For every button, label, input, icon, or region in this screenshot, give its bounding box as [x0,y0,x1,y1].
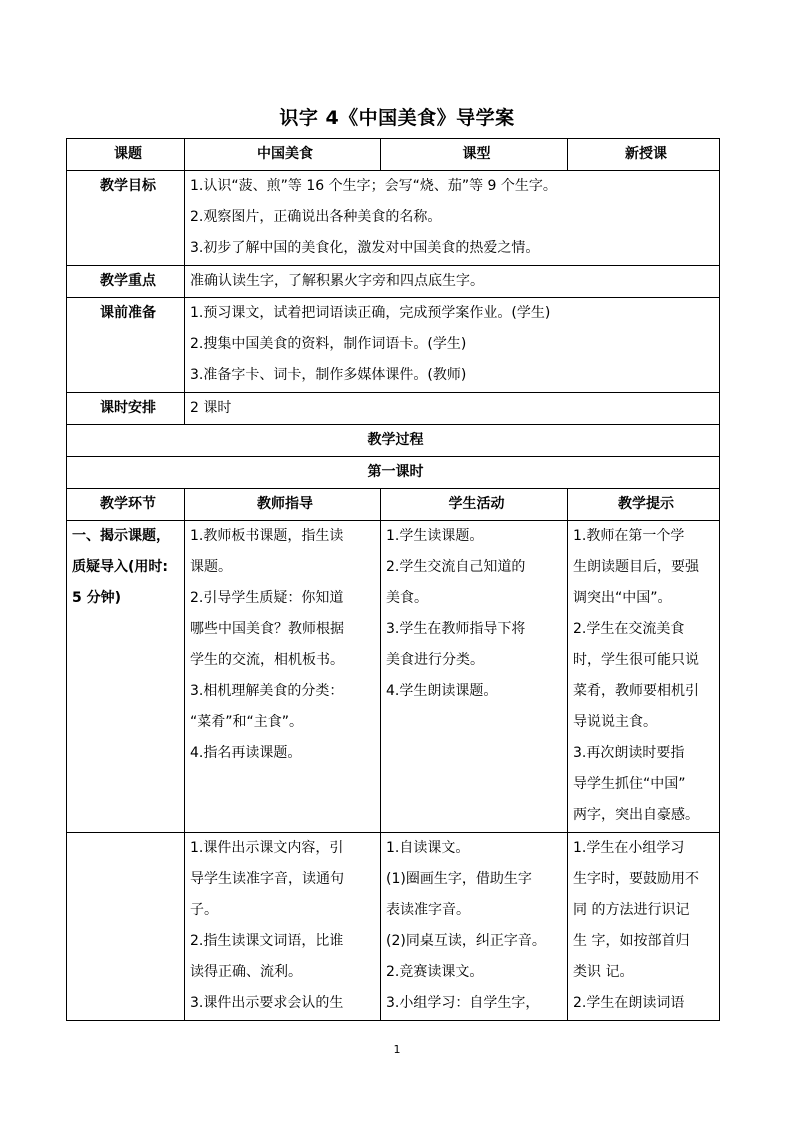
process-header: 教学过程 [67,425,720,457]
stage1-tips-line: 2.学生在交流美食 [573,621,685,637]
stage1-teacher-line: “菜肴”和“主食”。 [190,714,304,730]
stage2-tips-line: 同 的方法进行识记 [573,902,690,918]
stage1-student-line: 2.学生交流自己知道的 [386,559,526,575]
stage2-tips-line: 2.学生在朗读词语 [573,995,685,1011]
stage2-tips-line: 生 字，如按部首归 [573,933,690,949]
page-number: 1 [393,1043,401,1056]
stage2-tips [568,833,720,1021]
process-header-row [67,425,720,457]
stage1-teacher-line: 学生的交流，相机板书。 [190,652,344,668]
stage2-student-line: 1.自读课文。 [386,840,470,856]
stage2-teacher-line: 2.指生读课文词语，比谁 [190,933,344,949]
stage2-student-line: 表读准字音。 [386,902,470,918]
stage1-tips-line: 两字，突出自豪感。 [573,807,699,823]
stage2-teacher-line: 3.课件出示要求会认的生 [190,995,344,1011]
stage2-student-line: 2.竞赛读课文。 [386,964,484,980]
stage1-name-line: 5 分钟) [72,590,122,606]
stage2-student-line: (1)圈画生字，借助生字 [386,871,532,887]
preparation-row [67,298,720,393]
goal-item: 3.初步了解中国的美食化，激发对中国美食的热爱之情。 [190,240,540,256]
stage1-student-line: 4.学生朗读课题。 [386,683,498,699]
column-tips: 教学提示 [568,489,720,521]
schedule-text: 2 课时 [190,400,232,416]
stage1-name-line: 质疑导入(用时: [72,559,168,575]
stage1-tips-line: 时，学生很可能只说 [573,652,699,668]
stage2-tips-line: 类识 记。 [573,964,634,980]
key-points-text [185,266,720,298]
column-student: 学生活动 [381,489,568,521]
stage1-tips-line: 3.再次朗读时要指 [573,745,685,761]
lesson-plan-table [66,138,720,1021]
type-value: 新授课 [568,139,720,171]
stage2-student-line: 3.小组学习：自学生字， [386,995,540,1011]
info-row [67,139,720,171]
schedule-label: 课时安排 [67,393,185,425]
preparation-item: 2.搜集中国美食的资料，制作词语卡。(学生) [190,336,467,352]
stage1-teacher-line: 3.相机理解美食的分类： [190,683,344,699]
type-label: 课型 [381,139,568,171]
goals-content [185,171,720,266]
stage2-student-line: (2)同桌互读，纠正字音。 [386,933,546,949]
stage1-tips-line: 生朗读题目后，要强 [573,559,699,575]
goal-item: 2.观察图片，正确说出各种美食的名称。 [190,209,442,225]
preparation-item: 1.预习课文，试着把词语读正确，完成预学案作业。(学生) [190,305,551,321]
lesson-header-row [67,457,720,489]
stage1-student-line: 美食。 [386,590,428,606]
stage1-teacher-line: 课题。 [190,559,232,575]
stage1-student-line: 1.学生读课题。 [386,528,484,544]
column-stage: 教学环节 [67,489,185,521]
stage1-teacher [185,521,381,833]
stage1-tips-line: 导学生抓住“中国” [573,776,686,792]
stage1-name-line: 一、揭示课题， [72,528,170,544]
stage1-teacher-line: 2.引导学生质疑：你知道 [190,590,344,606]
key-points-row [67,266,720,298]
stage2-teacher [185,833,381,1021]
stage1-name [67,521,185,833]
goals-label: 教学目标 [67,171,185,266]
stage1-tips-line: 调突出“中国”。 [573,590,672,606]
stage1-tips [568,521,720,833]
schedule-value [185,393,720,425]
stage1-tips-line: 导说说主食。 [573,714,657,730]
stage1-teacher-line: 4.指名再读课题。 [190,745,302,761]
stage1-tips-line: 菜肴，教师要相机引 [573,683,699,699]
preparation-content [185,298,720,393]
key-points-value: 准确认读生字，了解积累火字旁和四点底生字。 [190,273,484,289]
stage1-student-line: 美食进行分类。 [386,652,484,668]
stage2-teacher-line: 导学生读准字音，读通句 [190,871,344,887]
schedule-row [67,393,720,425]
stage2-teacher-line: 子。 [190,902,218,918]
stage1-student-line: 3.学生在教师指导下将 [386,621,526,637]
goals-row [67,171,720,266]
stage1-row [67,521,720,833]
stage2-tips-line: 1.学生在小组学习 [573,840,685,856]
preparation-item: 3.准备字卡、词卡，制作多媒体课件。(教师) [190,367,467,383]
page-title: 识字 4《中国美食》导学案 [279,107,515,129]
stage1-teacher-line: 哪些中国美食？教师根据 [190,621,344,637]
stage1-teacher-line: 1.教师板书课题，指生读 [190,528,344,544]
column-header-row [67,489,720,521]
goal-item: 1.认识“菠、煎”等 16 个生字；会写“烧、茄”等 9 个生字。 [190,178,557,194]
stage2-name [67,833,185,1021]
column-teacher: 教师指导 [185,489,381,521]
stage2-row [67,833,720,1021]
key-points-label: 教学重点 [67,266,185,298]
stage2-teacher-line: 1.课件出示课文内容，引 [190,840,344,856]
lesson-header: 第一课时 [67,457,720,489]
stage1-student [381,521,568,833]
stage1-tips-line: 1.教师在第一个学 [573,528,685,544]
preparation-label: 课前准备 [67,298,185,393]
stage2-teacher-line: 读得正确、流利。 [190,964,302,980]
topic-label: 课题 [67,139,185,171]
stage2-student [381,833,568,1021]
stage2-tips-line: 生字时，要鼓励用不 [573,871,699,887]
topic-value: 中国美食 [185,139,381,171]
